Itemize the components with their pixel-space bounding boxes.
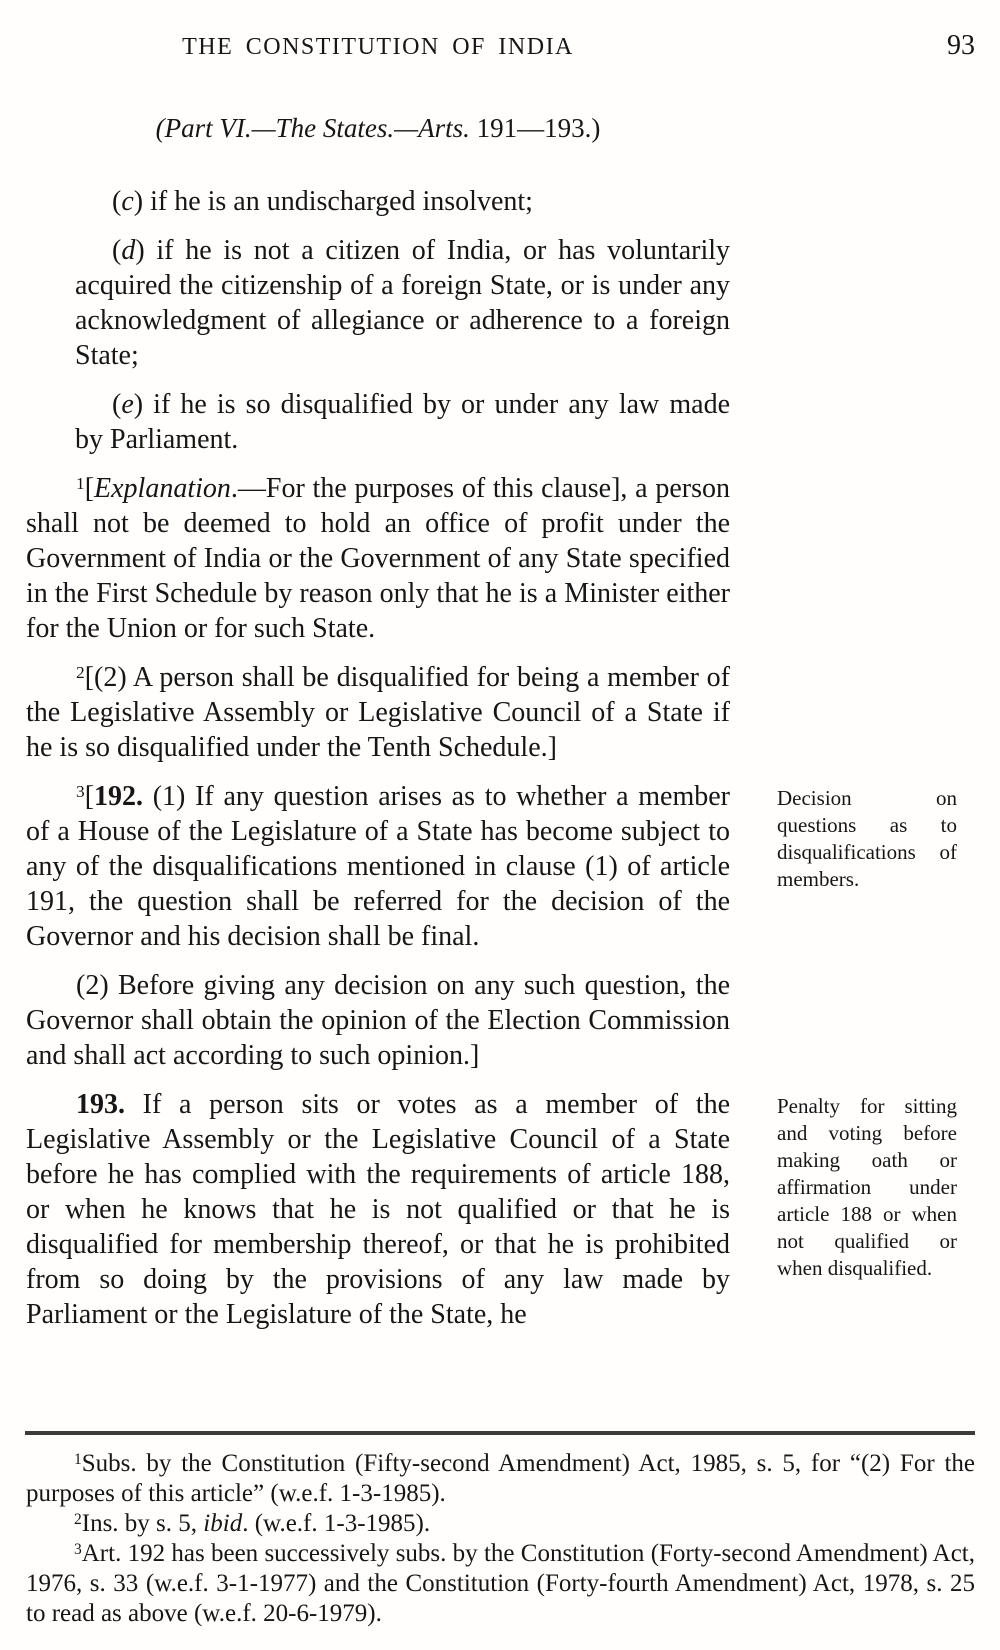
footnotes-section <box>26 1449 975 1629</box>
text-run: Explanation <box>94 473 231 504</box>
text-run: ) if he is so disqualified by or under any law made by Parliament. <box>75 389 730 455</box>
article-191-clause-2-row <box>26 660 730 765</box>
text-run: ( <box>112 235 122 266</box>
explanation-paragraph-row <box>26 471 730 646</box>
article-192-clause-1-sidenote: Decision on questions as to disqualifications of members. <box>777 786 957 891</box>
text-run: 192. <box>94 781 144 812</box>
article-192-clause-2 <box>26 968 730 1073</box>
text-run: [ <box>84 473 95 504</box>
text-run: 191—193.) <box>476 113 601 143</box>
text-run: (Part VI.—The States.—Arts. <box>155 113 477 143</box>
footnote-1 <box>26 1449 975 1509</box>
clause-c <box>26 184 730 219</box>
clause-e <box>26 387 730 457</box>
article-193-paragraph <box>26 1087 730 1332</box>
clause-d <box>26 233 730 373</box>
footnote-marker: 2 <box>76 663 85 683</box>
page-number: 93 <box>947 30 975 61</box>
explanation-paragraph <box>26 471 730 646</box>
text-run: If a person sits or votes as a member of the Legislative Assembly or the Legislative Council of a State before he has complied with the requirements of article 188, or when he knows that he is not qualified or that he is disqualified for membership thereof, or that he is prohibited from so doing by the provisions of any law made by Parliament or the Legislature of the State, he <box>26 1089 730 1330</box>
text-run: (1) If any question arises as to whether a member of a House of the Legislature of a State has become subject to any of the disqualifications mentioned in clause (1) of article 191, the question shall be referred for the decision of the Governor and his decision shall be final. <box>26 781 730 952</box>
article-192-clause-2-row <box>26 968 730 1073</box>
article-193-paragraph-row <box>26 1087 957 1332</box>
footnote-2 <box>26 1509 975 1539</box>
footnote-marker: 1 <box>76 474 85 494</box>
body-text-column <box>26 184 957 1332</box>
text-run: [ <box>84 781 95 812</box>
text-run: ) if he is not a citizen of India, or has voluntarily acquired the citizenship of a foreign State, or is under any acknowledgment of allegiance or adherence to a foreign State; <box>75 235 730 371</box>
footnote-divider-rule <box>25 1431 975 1435</box>
footnote-marker: 2 <box>74 1511 82 1529</box>
text-run: [(2) A person shall be disqualified for being a member of the Legislative Assembly or Legislative Council of a State if he is so disqualified under the Tenth Schedule.] <box>26 662 730 763</box>
text-run: e <box>121 389 134 420</box>
text-run: Ins. by s. 5, <box>81 1510 204 1537</box>
footnote-marker: 1 <box>74 1451 82 1469</box>
clause-e-row <box>26 387 730 457</box>
text-run: c <box>121 186 134 217</box>
article-192-clause-1-row <box>26 779 957 954</box>
article-191-clause-2 <box>26 660 730 765</box>
article-193-paragraph-sidenote: Penalty for sitting and voting before making oath or affirmation under article 188 or when not qualified or when disqualified. <box>777 1094 957 1280</box>
clause-c-row <box>26 184 730 219</box>
text-run: 193. <box>76 1089 125 1120</box>
text-run: ) if he is an undischarged insolvent; <box>133 186 533 217</box>
footnote-marker: 3 <box>76 782 85 802</box>
text-run: ibid <box>203 1510 243 1537</box>
part-heading <box>26 113 730 144</box>
text-run: d <box>121 235 136 266</box>
text-run: ( <box>112 186 122 217</box>
text-run: (2) Before giving any decision on any such question, the Governor shall obtain the opinion of the Election Commission and shall act according to such opinion.] <box>26 970 730 1071</box>
text-run: .—For the purposes of this clause], a person shall not be deemed to hold an office of profit under the Government of India or the Government of any State specified in the First Schedule by reason only that he is a Minister either for the Union or for such State. <box>26 473 730 644</box>
footnote-3 <box>26 1539 975 1629</box>
article-192-clause-1 <box>26 779 730 954</box>
running-header-title: THE CONSTITUTION OF INDIA <box>182 34 574 60</box>
text-run: . (w.e.f. 1-3-1985). <box>242 1510 431 1537</box>
footnote-marker: 3 <box>74 1541 82 1559</box>
clause-d-row <box>26 233 730 373</box>
text-run: ( <box>112 389 122 420</box>
text-run: Art. 192 has been successively subs. by the Constitution (Forty-second Amendment) Act, 1976, s. 33 (w.e.f. 3-1-1977) and the Constitution (Forty-fourth Amendment) Act, 1978, s. 25 to read as above (w.e.f. 20-6-1979). <box>26 1540 975 1627</box>
text-run: Subs. by the Constitution (Fifty-second Amendment) Act, 1985, s. 5, for “(2) For the purposes of this article” (w.e.f. 1-3-1985). <box>26 1450 975 1507</box>
